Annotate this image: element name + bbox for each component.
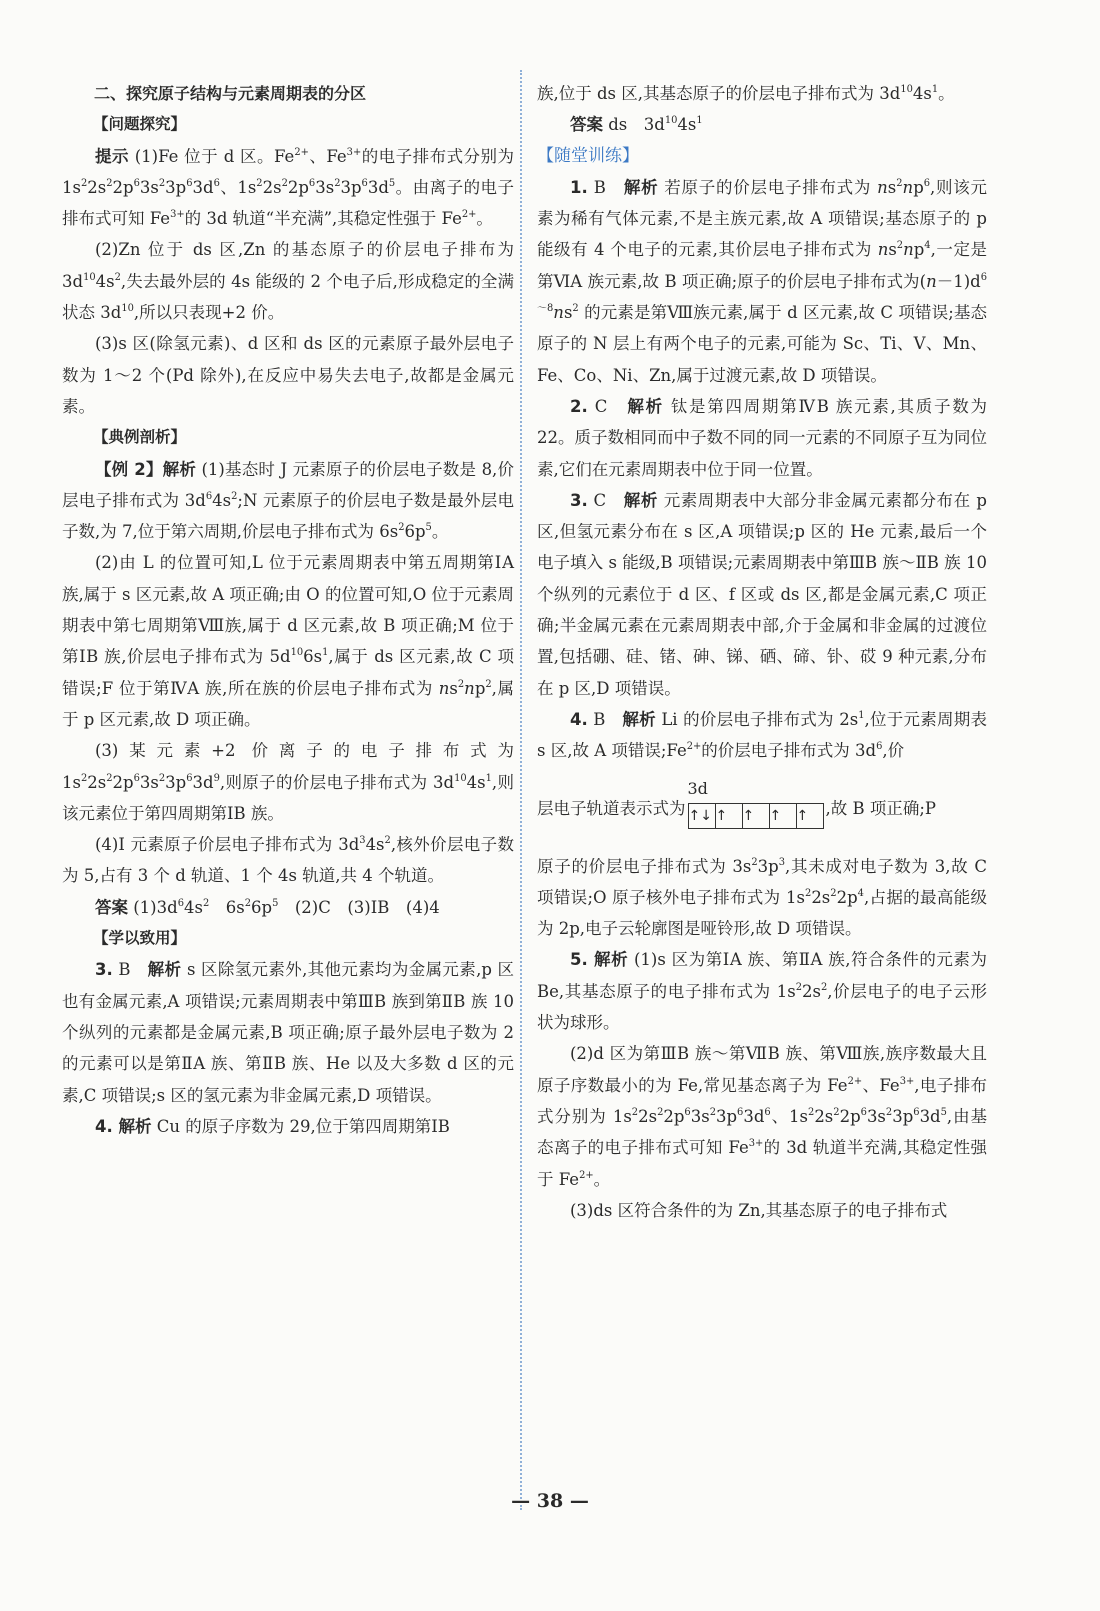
example-2-part-3: (3)某元素+2 价离子的电子排布式为 $1s^22s^22p^63s^23p^63d^9$,则原子的价层电子排布式为 $3d^{10}4s^1$,则该元素位于第四周期第ⅠB 族。: [62, 741, 514, 823]
subsection-xueyi-zhiyong: 【学以致用】: [93, 929, 187, 948]
practice-5-part-2: (2)d 区为第ⅢB 族～第ⅦB 族、第Ⅷ族,族序数最大且原子序数最小的为 Fe,常见基态离子为 $Fe^{2+}$、$Fe^{3+}$,电子排布式分别为 $1s^22s^22p^63s^23p^63d^6$、$1s^22s^22p^63s^23p^63d^5$,由基态离子的电子排布式可知 $Fe^{3+}$的 3d 轨道半充满,其稳定性强于 $Fe^{2+}$。: [537, 1044, 988, 1189]
orbital-box: ↑: [716, 804, 743, 828]
practice-5-part-1: 5. 解析 (1)s 区为第ⅠA 族、第ⅡA 族,符合条件的元素为 Be,其基态原子的电子排布式为 $1s^22s^2$,价层电子的电子云形状为球形。: [537, 950, 987, 1033]
hint-3: (3)s 区(除氢元素)、d 区和 ds 区的元素原子最外层电子数为 1～2 个(Pd 除外),在反应中易失去电子,故都是金属元素。: [62, 334, 514, 416]
subsection-wenti-tanjiu: 【问题探究】: [93, 115, 187, 134]
example-2-part-4: (4)I 元素原子价层电子排布式为 $3d^34s^2$,核外价层电子数为 5,占有 3 个 d 轨道、1 个 4s 轨道,共 4 个轨道。: [62, 835, 514, 886]
subsection-dianli-pouxi: 【典例剖析】: [93, 428, 187, 447]
orbital-box: ↑↓: [689, 804, 716, 828]
orbital-box: ↑: [770, 804, 797, 828]
practice-2: 2. C 解析 钛是第四周期第ⅣB 族元素,其质子数为 22。质子数相同而中子数不同的同一元素的不同原子互为同位素,它们在元素周期表中位于同一位置。: [537, 396, 988, 479]
column-divider: [520, 70, 522, 1510]
left-column: [62, 78, 514, 1142]
orbital-box: ↑: [796, 807, 809, 824]
hint-2: (2)Zn 位于 ds 区,Zn 的基态原子的价层电子排布为 $3d^{10}4s^2$,失去最外层的 4s 能级的 2 个电子后,形成稳定的全满状态 $3d^{10}$,所以只表现+2 价。: [62, 240, 514, 323]
practice-3: 3. C 解析 元素周期表中大部分非金属元素都分布在 p 区,但氢元素分布在 s 区,A 项错误;p 区的 He 元素,最后一个电子填入 s 能级,B 项错误;元素周期表中第ⅢB 族～ⅡB 族 10 个纵列的元素位于 d 区、f 区或 ds 区,都是金属元素,C 项正确;半金属元素在元素周期表中部,介于金属和非金属的过渡位置,包括硼、硅、锗、砷、锑、硒、碲、钋、砹 9 种元素,分布在 p 区,D 项错误。: [537, 490, 987, 698]
example-2-part-2: (2)由 L 的位置可知,L 位于元素周期表中第五周期第ⅠA 族,属于 s 区元素,故 A 项正确;由 O 的位置可知,O 位于元素周期表中第七周期第Ⅷ族,属于 d 区元素,故 B 项正确;M 位于第ⅠB 族,价层电子排布式为 $5d^{10}6s^1$,属于 ds 区元素,故 C 项错误;F 位于第ⅣA 族,所在族的价层电子排布式为 $ns^2np^2$,属于 p 区元素,故 D 项正确。: [62, 553, 514, 729]
apply-4-continued: 族,位于 ds 区,其基态原子的价层电子排布式为 $3d^{10}4s^1$。: [537, 84, 955, 103]
practice-4-part-1: 4. B 解析 Li 的价层电子排布式为 $2s^1$,位于元素周期表 s 区,故 A 项错误$;Fe^{2+}$的价层电子排布式为 $3d^6$,价: [537, 709, 988, 761]
orbital-diagram-3d: [687, 778, 824, 835]
apply-4-answer: 答案 ds $3d^{10}4s^1$: [570, 115, 703, 135]
apply-4: 4. 解析 Cu 的原子序数为 29,位于第四周期第ⅠB: [95, 1116, 450, 1136]
practice-5-part-3: (3)ds 区符合条件的为 Zn,其基态原子的电子排布式: [570, 1200, 948, 1220]
right-column: [537, 78, 987, 1226]
hint-1: 提示 (1)Fe 位于 d 区。$Fe^{2+}$、$Fe^{3+}$的电子排布式分别为 $1s^22s^22p^63s^23p^63d^6$、$1s^22s^22p^63s^23p^63d^5$。由离子的电子排布式可知 $Fe^{3+}$的 3d 轨道“半充满”,其稳定性强于 $Fe^{2+}$。: [62, 146, 515, 229]
page-number: — 38 —: [511, 1490, 589, 1512]
section-heading: 二、探究原子结构与元素周期表的分区: [94, 84, 367, 103]
orbital-label: 3d: [687, 778, 708, 798]
practice-1: 1. B 解析 若原子的价层电子排布式为 $ns^2np^6$,则该元素为稀有气体元素,不是主族元素,故 A 项错误;基态原子的 p 能级有 4 个电子的元素,其价层电子排布式为 $ns^2np^4$,一定是第ⅥA 族元素,故 B 项正确;原子的价层电子排布式为$(n-1)d^{6\sim 8}ns^2$ 的元素是第Ⅷ族元素,属于 d 区元素,故 C 项错误;基态原子的 N 层上有两个电子的元素,可能为 Sc、Ti、V、Mn、Fe、Co、Ni、Zn,属于过渡元素,故 D 项错误。: [537, 177, 988, 385]
subsection-suitang-xunlian: 【随堂训练】: [537, 145, 639, 166]
practice-4-part-2: 原子的价层电子排布式为 $3s^23p^3$,其未成对电子数为 3,故 C 项错误;O 原子核外电子排布式为 $1s^22s^22p^4$,占据的最高能级为 2p,电子云轮廓图是哑铃形,故 D 项错误。: [537, 856, 987, 939]
example-2-answer: 答案 $(1)3d^64s^2$ $6s^26p^5$ (2)C (3)ⅠB (4)4: [95, 897, 440, 917]
practice-4-orbital-line: 层电子轨道表示式为 3d ↑↓ ↑ ↑ ↑ ↑ ,故 B 项正确;P: [537, 767, 987, 851]
example-2-part-1: 【例 2】解析 (1)基态时 J 元素原子的价层电子数是 8,价层电子排布式为 $3d^64s^2;N$ 元素原子的价层电子数是最外层电子数,为 7,位于第六周期,价层电子排布式为 $6s^26p^5$。: [62, 459, 514, 542]
orbital-box: ↑: [743, 804, 770, 828]
apply-3: 3. B 解析 s 区除氢元素外,其他元素均为金属元素,p 区也有金属元素,A 项错误;元素周期表中第ⅢB 族到第ⅡB 族 10 个纵列的元素都是金属元素,B 项正确;原子最外层电子数为 2 的元素可以是第ⅡA 族、第ⅡB 族、He 以及大多数 d 区的元素,C 项错误;s 区的氢元素为非金属元素,D 项错误。: [62, 960, 515, 1105]
